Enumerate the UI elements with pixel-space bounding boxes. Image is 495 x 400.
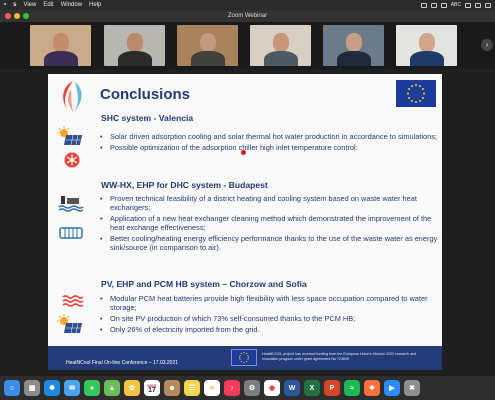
eu-flag-icon — [231, 349, 257, 366]
maximize-window-icon[interactable] — [23, 13, 29, 19]
launchpad-icon[interactable]: ▦ — [24, 380, 40, 396]
section-heading: SHC system - Valencia — [101, 113, 194, 123]
list-item: • Proven technical feasibility of a district heating and cooling system based on waste water heat exchangers; — [100, 194, 438, 212]
list-item: • Only 26% of electricity imported from the grid. — [100, 325, 438, 334]
settings-icon[interactable]: ⚙ — [244, 380, 260, 396]
menu-window[interactable]: Window — [60, 2, 83, 8]
participant-video[interactable] — [30, 25, 91, 66]
section-heading: PV, EHP and PCM HB system – Chorzow and Sofia — [101, 279, 307, 289]
window-controls — [5, 13, 29, 19]
window-title: Zoom Webinar — [227, 13, 268, 19]
menu-app-name[interactable]: s — [13, 2, 17, 8]
firefox-icon[interactable]: ❖ — [364, 380, 380, 396]
list-item: • On site PV production of which 73% self-consumed thanks to the PCM HB; — [100, 314, 438, 323]
finder-icon[interactable]: ☺ — [4, 380, 20, 396]
list-item: • Application of a new heat exchanger cleaning method which demonstrated the improvement of the heat exchange effectiveness; — [100, 214, 438, 232]
heat-waves-icon — [62, 294, 84, 308]
mac-menu-bar — [0, 0, 495, 10]
status-area — [421, 2, 491, 8]
bluetooth-icon[interactable] — [431, 3, 437, 8]
search-icon[interactable] — [475, 3, 481, 8]
word-icon[interactable]: W — [284, 380, 300, 396]
calendar-day: 17 — [148, 387, 156, 394]
input-source-label[interactable]: ABC — [450, 2, 461, 8]
gallery-next-icon[interactable]: › — [481, 39, 493, 51]
menu-edit[interactable]: Edit — [43, 2, 54, 8]
slide-footer — [48, 346, 442, 370]
eu-flag-icon — [396, 80, 436, 107]
conference-label: HeatNCool Final On-line Conference – 17.03.2021 — [66, 360, 179, 366]
close-window-icon[interactable] — [5, 13, 11, 19]
chrome-icon[interactable]: ◉ — [264, 380, 280, 396]
waste-water-plant-icon — [58, 194, 84, 212]
mac-dock — [0, 376, 495, 400]
maps-icon[interactable]: ▲ — [104, 380, 120, 396]
participant-video[interactable] — [250, 25, 311, 66]
music-icon[interactable]: ♪ — [224, 380, 240, 396]
window-title-bar — [0, 10, 495, 22]
bullet-list — [100, 294, 438, 336]
solar-panel-icon — [56, 314, 86, 336]
shared-slide — [48, 74, 442, 370]
apple-icon[interactable]: • — [4, 2, 7, 8]
calendar-month: MAR — [147, 383, 157, 388]
zoom-icon[interactable]: ▶ — [384, 380, 400, 396]
participant-video[interactable] — [177, 25, 238, 66]
control-center-icon[interactable] — [485, 3, 491, 8]
participant-video[interactable] — [104, 25, 165, 66]
snowflake-cooling-icon — [64, 152, 80, 168]
list-item: • Better cooling/heating energy efficiency performance thanks to the use of the waste water as energy sink/source (in comparison to air). — [100, 234, 438, 252]
menu-view[interactable]: View — [23, 2, 37, 8]
menu-help[interactable]: Help — [89, 2, 102, 8]
mail-icon[interactable]: ✉ — [64, 380, 80, 396]
list-item: • Solar driven adsorption cooling and solar thermal hot water production in accordance to simulations; — [100, 132, 438, 141]
photos-icon[interactable]: ✿ — [124, 380, 140, 396]
bullet-list — [100, 132, 438, 154]
solar-panel-icon — [56, 126, 86, 148]
excel-icon[interactable]: X — [304, 380, 320, 396]
list-item: • Modular PCM heat batteries provide high flexibility with less space occupation compared to water storage; — [100, 294, 438, 312]
trash-icon[interactable]: ✖ — [404, 380, 420, 396]
participant-gallery — [0, 22, 495, 69]
zoom-status-icon[interactable] — [421, 3, 427, 8]
participant-video[interactable] — [396, 25, 457, 66]
spotify-icon[interactable]: ≈ — [344, 380, 360, 396]
bullet-list — [100, 194, 438, 254]
participant-video[interactable] — [323, 25, 384, 66]
battery-icon[interactable] — [441, 3, 447, 8]
safari-icon[interactable]: ✹ — [44, 380, 60, 396]
powerpoint-icon[interactable]: P — [324, 380, 340, 396]
calendar-icon[interactable] — [144, 380, 160, 396]
messages-icon[interactable]: ● — [84, 380, 100, 396]
notes-icon[interactable]: ☰ — [184, 380, 200, 396]
slide-title: Conclusions — [100, 86, 191, 103]
list-item: • Possible optimization of the adsorption chiller high inlet temperature control. — [100, 143, 438, 152]
contacts-icon[interactable]: ☻ — [164, 380, 180, 396]
minimize-window-icon[interactable] — [14, 13, 20, 19]
reminders-icon[interactable]: ≡ — [204, 380, 220, 396]
heatncool-logo-icon — [56, 79, 90, 115]
wifi-icon[interactable] — [465, 3, 471, 8]
heat-exchanger-icon — [58, 224, 84, 242]
funding-statement: HeatNCOOL project has received funding from the European Union's Horizon 2020 research and innovation program under grant agreement No 723649 — [262, 352, 417, 361]
section-heading: WW-HX, EHP for DHC system - Budapest — [101, 180, 268, 190]
